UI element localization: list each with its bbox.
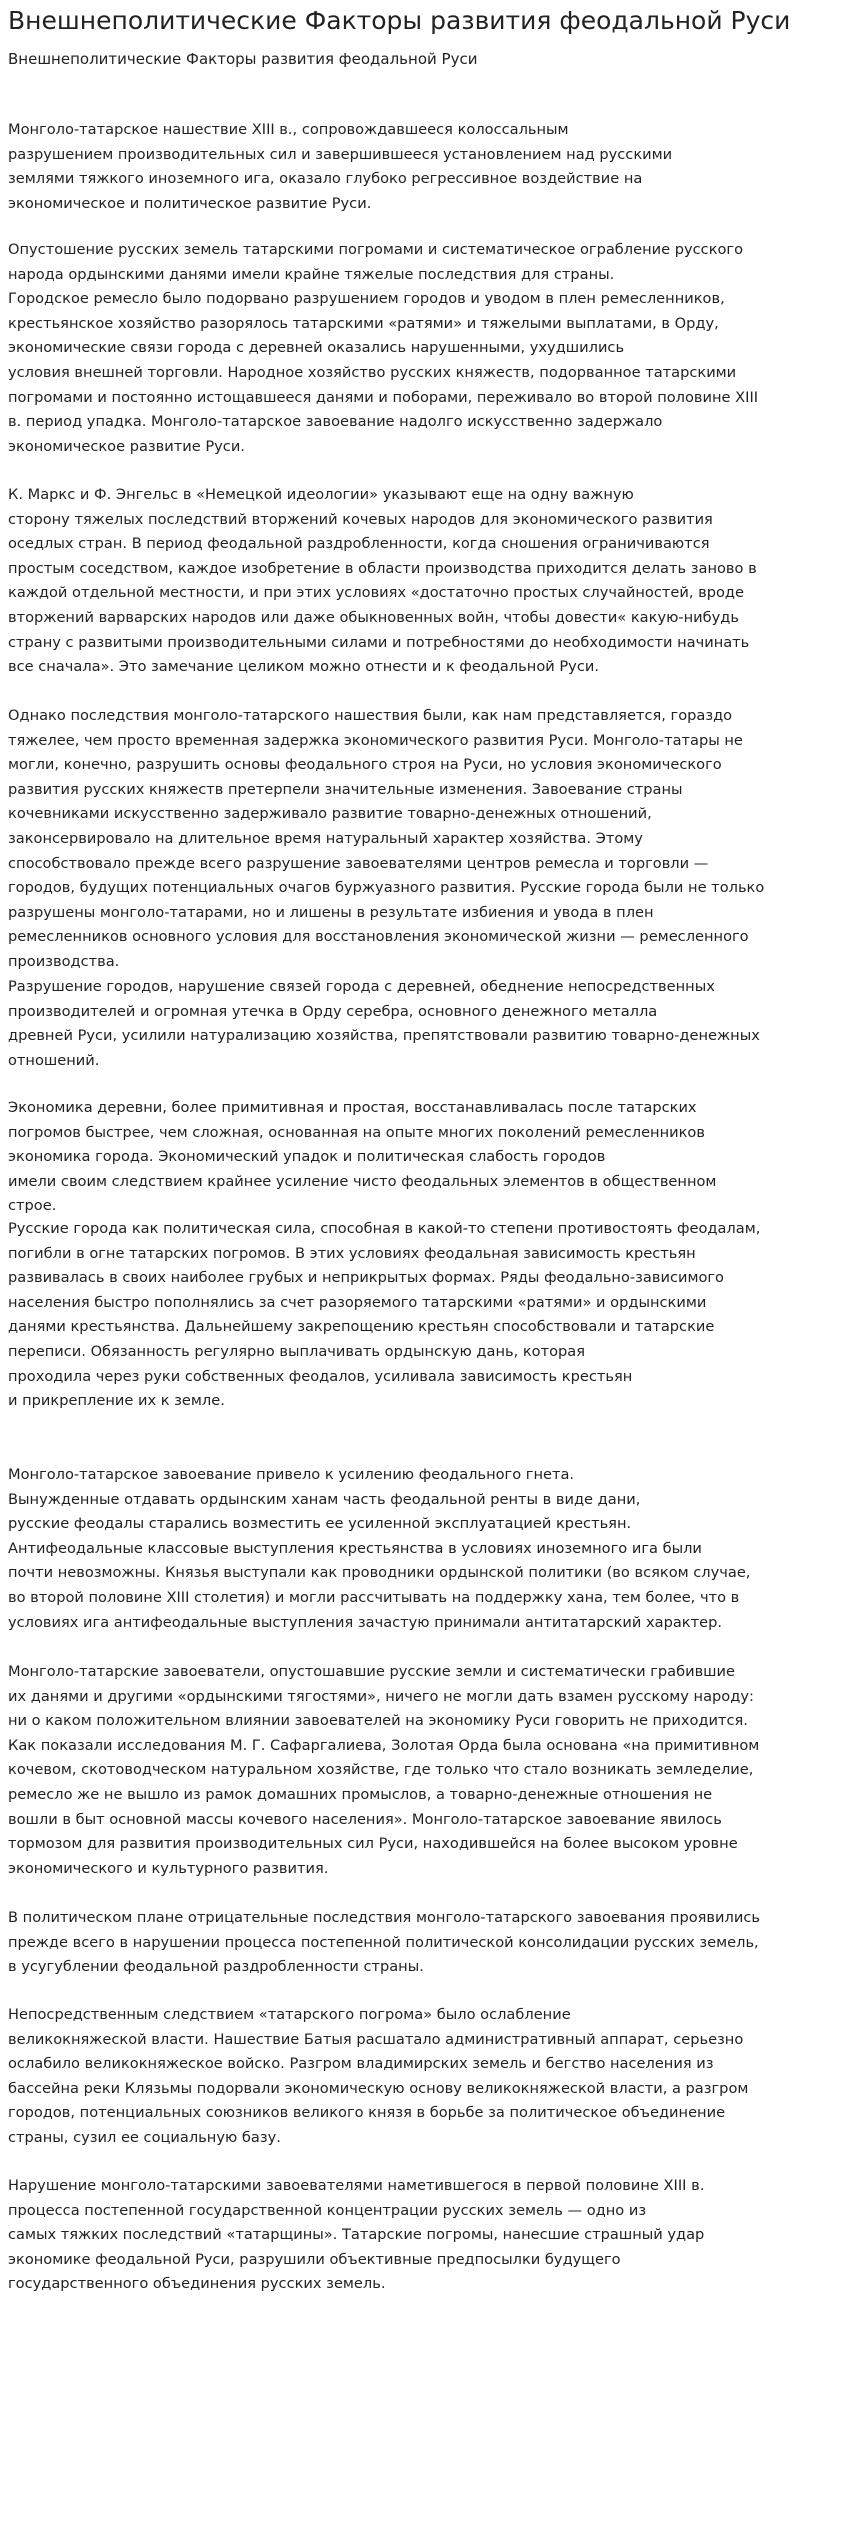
paragraph-line: Разрушение городов, нарушение связей города с деревней, обеднение непосредственных xyxy=(8,978,715,995)
paragraph-line: разрушены монголо-татарами, но и лишены в результате избиения и увода в плен xyxy=(8,903,654,921)
paragraph-line: могли, конечно, разрушить основы феодального строя на Руси, но условия экономического xyxy=(8,756,722,774)
paragraph-line: страны, сузил ее социальную базу. xyxy=(8,2128,281,2146)
paragraph-6 xyxy=(8,1096,716,1219)
paragraph-line: оседлых стран. В период феодальной раздробленности, когда сношения ограничиваются xyxy=(8,535,710,553)
paragraph-3 xyxy=(8,483,757,680)
paragraph-line: городов, будущих потенциальных очагов буржуазного развития. Русские города были не только xyxy=(8,879,765,897)
paragraph-line: народа ордынскими данями имели крайне тяжелые последствия для страны. xyxy=(8,265,615,283)
paragraph-line: имели своим следствием крайнее усиление чисто феодальных элементов в общественном xyxy=(8,1172,717,1190)
paragraph-line: Экономика деревни, более примитивная и простая, восстанавливалась после татарских xyxy=(8,1099,697,1116)
paragraph-line: населения быстро пополнялись за счет разоряемого татарскими «ратями» и ордынскими xyxy=(8,1293,707,1311)
paragraph-line: Вынужденные отдавать ордынским ханам часть феодальной ренты в виде дани, xyxy=(8,1490,641,1508)
paragraph-line: процесса постепенной государственной концентрации русских земель — одно из xyxy=(8,2201,647,2219)
paragraph-line: и прикрепление их к земле. xyxy=(8,1392,225,1410)
paragraph-line: условия внешней торговли. Народное хозяйство русских княжеств, подорванное татарскими xyxy=(8,363,737,381)
paragraph-11 xyxy=(8,2003,748,2151)
paragraph-8 xyxy=(8,1463,750,1635)
paragraph-line: развивалась в своих наиболее грубых и неприкрытых формах. Ряды феодально-зависимого xyxy=(8,1269,724,1287)
paragraph-1 xyxy=(8,118,672,216)
paragraph-line: данями крестьянства. Дальнейшему закрепощению крестьян способствовали и татарские xyxy=(8,1318,715,1336)
paragraph-line: законсервировало на длительное время натуральный характер хозяйства. Этому xyxy=(8,829,643,847)
paragraph-line: тормозом для развития производительных сил Руси, находившейся на более высоком уровне xyxy=(8,1835,738,1853)
paragraph-line: землями тяжкого иноземного ига, оказало глубоко регрессивное воздействие на xyxy=(8,170,643,188)
paragraph-line: условиях ига антифеодальные выступления зачастую принимали антитатарский характер. xyxy=(8,1613,722,1631)
paragraph-line: тяжелее, чем просто временная задержка экономического развития Руси. Монголо-татары не xyxy=(8,731,743,749)
paragraph-line: сторону тяжелых последствий вторжений кочевых народов для экономического развития xyxy=(8,510,713,528)
paragraph-line: древней Руси, усилили натурализацию хозяйства, препятствовали развитию товарно-денежных xyxy=(8,1027,760,1045)
paragraph-12 xyxy=(8,2174,704,2297)
paragraph-line: ослабило великокняжеское войско. Разгром владимирских земель и бегство населения из xyxy=(8,2055,714,2073)
paragraph-line: Непосредственным следствием «татарского погрома» было ослабление xyxy=(8,2006,571,2023)
paragraph-line: погромами и постоянно истощавшееся данями и поборами, переживало во второй половине XIII xyxy=(8,388,759,406)
paragraph-line: производителей и огромная утечка в Орду серебра, основного денежного металла xyxy=(8,1002,658,1020)
paragraph-line: простым соседством, каждое изобретение в области производства приходится делать заново в xyxy=(8,559,757,577)
paragraph-line: Опустошение русских земель татарскими погромами и систематическое ограбление русского xyxy=(8,241,744,258)
paragraph-line: государственного объединения русских земель. xyxy=(8,2275,386,2293)
paragraph-line: ремесло же не вышло из рамок домашних промыслов, а товарно-денежные отношения не xyxy=(8,1785,713,1803)
paragraph-line: в усугублении феодальной раздробленности страны. xyxy=(8,1958,424,1976)
paragraph-line: каждой отдельной местности, и при этих условиях «достаточно простых случайностей, вроде xyxy=(8,584,744,602)
paragraph-line: отношений. xyxy=(8,1051,100,1069)
paragraph-line: Городское ремесло было подорвано разрушением городов и уводом в плен ремесленников, xyxy=(8,290,725,308)
paragraph-line: экономика города. Экономический упадок и политическая слабость городов xyxy=(8,1148,606,1166)
paragraph-5 xyxy=(8,975,760,1073)
paragraph-line: их данями и другими «ордынскими тягостями», ничего не могли дать взамен русскому народу: xyxy=(8,1687,754,1705)
paragraph-4 xyxy=(8,704,764,975)
page-subtitle: Внешнеполитические Факторы развития феодальной Руси xyxy=(8,50,478,68)
paragraph-line: В политическом плане отрицательные последствия монголо-татарского завоевания проявились xyxy=(8,1909,760,1926)
paragraph-9 xyxy=(8,1660,759,1881)
paragraph-line: Русские города как политическая сила, способная в какой-то степени противостоять феодалам, xyxy=(8,1220,761,1237)
paragraph-line: бассейна реки Клязьмы подорвали экономическую основу великокняжеской власти, а разгром xyxy=(8,2079,749,2097)
paragraph-line: ни о каком положительном влиянии завоевателей на экономику Руси говорить не приходится. xyxy=(8,1712,748,1730)
paragraph-line: вошли в быт основной массы кочевого населения». Монголо-татарское завоевание явилось xyxy=(8,1810,722,1828)
paragraph-line: прежде всего в нарушении процесса постепенной политической консолидации русских земель, xyxy=(8,1933,759,1951)
paragraph-line: Монголо-татарское нашествие XIII в., сопровождавшееся колоссальным xyxy=(8,121,569,138)
paragraph-line: экономические связи города с деревней оказались нарушенными, ухудшились xyxy=(8,339,625,357)
paragraph-line: в. период упадка. Монголо-татарское завоевание надолго искусственно задержало xyxy=(8,413,663,431)
paragraph-line: разрушением производительных сил и завершившееся установлением над русскими xyxy=(8,145,673,163)
paragraph-line: все сначала». Это замечание целиком можно отнести и к феодальной Руси. xyxy=(8,658,599,676)
paragraph-line: вторжений варварских народов или даже обыкновенных войн, чтобы довести« какую-нибудь xyxy=(8,608,739,626)
paragraph-line: Как показали исследования М. Г. Сафаргалиева, Золотая Орда была основана «на примитивном xyxy=(8,1736,760,1754)
paragraph-7 xyxy=(8,1217,760,1414)
paragraph-line: экономическое и политическое развитие Руси. xyxy=(8,194,372,212)
paragraph-line: крестьянское хозяйство разорялось татарскими «ратями» и тяжелыми выплатами, в Орду, xyxy=(8,314,719,332)
paragraph-2 xyxy=(8,238,758,459)
paragraph-line: русские феодалы старались возместить ее усиленной эксплуатацией крестьян. xyxy=(8,1515,632,1533)
paragraph-line: кочевниками искусственно задерживало развитие товарно-денежных отношений, xyxy=(8,805,652,823)
paragraph-line: переписи. Обязанность регулярно выплачивать ордынскую дань, которая xyxy=(8,1342,586,1360)
paragraph-line: экономике феодальной Руси, разрушили объективные предпосылки будущего xyxy=(8,2250,621,2268)
paragraph-line: К. Маркс и Ф. Энгельс в «Немецкой идеологии» указывают еще на одну важную xyxy=(8,486,634,503)
paragraph-line: городов, потенциальных союзников великого князя в борьбе за политическое объединение xyxy=(8,2104,726,2122)
paragraph-10 xyxy=(8,1906,760,1980)
paragraph-line: самых тяжких последствий «татарщины». Татарские погромы, нанесшие страшный удар xyxy=(8,2226,705,2244)
paragraph-line: ремесленников основного условия для восстановления экономической жизни — ремесленного xyxy=(8,928,749,946)
paragraph-line: Нарушение монголо-татарскими завоевателями наметившегося в первой половине XIII в. xyxy=(8,2177,705,2194)
paragraph-line: погромов быстрее, чем сложная, основанная на опыте многих поколений ремесленников xyxy=(8,1123,705,1141)
paragraph-line: почти невозможны. Князья выступали как проводники ордынской политики (во всяком случае, xyxy=(8,1564,751,1582)
paragraph-line: Однако последствия монголо-татарского нашествия были, как нам представляется, гораздо xyxy=(8,707,733,724)
paragraph-line: во второй половине XIII столетия) и могли рассчитывать на поддержку хана, тем более, что в xyxy=(8,1588,740,1606)
paragraph-line: Антифеодальные классовые выступления крестьянства в условиях иноземного ига были xyxy=(8,1539,702,1557)
paragraph-line: погибли в огне татарских погромов. В этих условиях феодальная зависимость крестьян xyxy=(8,1244,696,1262)
paragraph-line: проходила через руки собственных феодалов, усиливала зависимость крестьян xyxy=(8,1367,633,1385)
paragraph-line: развития русских княжеств претерпели значительные изменения. Завоевание страны xyxy=(8,780,683,798)
paragraph-line: Монголо-татарское завоевание привело к усилению феодального гнета. xyxy=(8,1466,575,1483)
paragraph-line: способствовало прежде всего разрушение завоевателями центров ремесла и торговли — xyxy=(8,854,709,872)
paragraph-line: страну с развитыми производительными силами и потребностями до необходимости начинать xyxy=(8,633,750,651)
paragraph-line: Монголо-татарские завоеватели, опустошавшие русские земли и систематически грабившие xyxy=(8,1663,735,1680)
paragraph-line: экономического и культурного развития. xyxy=(8,1859,329,1877)
paragraph-line: великокняжеской власти. Нашествие Батыя расшатало административный аппарат, серьезно xyxy=(8,2030,744,2048)
page-title: Внешнеполитические Факторы развития феодальной Руси xyxy=(8,6,791,35)
paragraph-line: кочевом, скотоводческом натуральном хозяйстве, где только что стало возникать земледелие, xyxy=(8,1761,754,1779)
paragraph-line: производства. xyxy=(8,952,120,970)
paragraph-line: экономическое развитие Руси. xyxy=(8,437,245,455)
paragraph-line: строе. xyxy=(8,1197,57,1215)
